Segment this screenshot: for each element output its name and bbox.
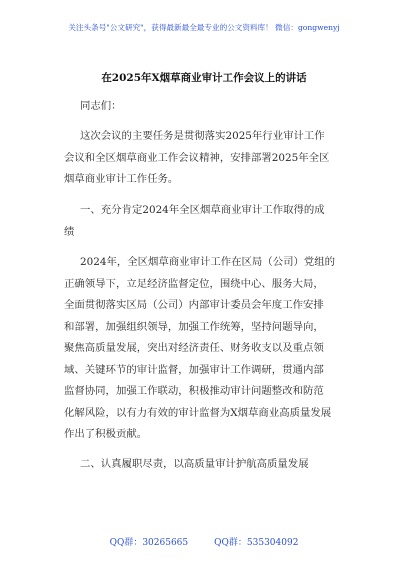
section2-heading xyxy=(80,454,309,476)
section1-body-line: 聚焦高质量发展，突出对经济责任、财务收支以及重点领 xyxy=(64,342,324,354)
intro-line: 会议和全区烟草商业工作会议精神，安排部署2025年全区 xyxy=(64,151,330,164)
section1-body xyxy=(64,252,335,446)
section1-heading-line: 一、充分肯定2024年全区烟草商业审计工作取得的成 xyxy=(80,204,325,216)
intro-line: 这次会议的主要任务是贯彻落实2025年行业审计工作 xyxy=(80,130,325,142)
section2-heading-line: 二、认真履职尽责，以高质量审计护航高质量发展 xyxy=(80,458,309,470)
section1-body-line: 监督协同，加强工作联动，积极推动审计问题整改和防范 xyxy=(64,385,324,397)
salutation xyxy=(80,96,122,118)
section1-heading xyxy=(64,200,325,243)
footer-qq-group-1: QQ群：30265665 xyxy=(109,538,189,548)
section1-body-line: 全面贯彻落实区局（公司）内部审计委员会年度工作安排 xyxy=(64,299,324,311)
intro-paragraph xyxy=(64,126,329,191)
intro-line: 烟草商业审计工作任务。 xyxy=(64,173,179,185)
footer-qq-group-2: QQ群：535304092 xyxy=(214,538,299,548)
salutation-text: 同志们： xyxy=(80,100,122,112)
section1-body-line: 2024年，全区烟草商业审计工作在区局（公司）党组的 xyxy=(80,256,336,268)
footer-contact xyxy=(0,535,408,548)
document-title: 在2025年X烟草商业审计工作会议上的讲话 xyxy=(101,72,307,84)
section1-body-line: 作出了积极贡献。 xyxy=(64,428,148,440)
section1-body-line: 正确领导下，立足经济监督定位，围绕中心、服务大局， xyxy=(64,277,324,290)
header-promo-note: 关注头条号"公文研究"，获得最新最全最专业的公文资料库！ 微信：gongwenyj xyxy=(68,23,340,32)
section1-body-line: 化解风险，以有力有效的审计监督为X烟草商业高质量发展 xyxy=(64,406,332,419)
section1-heading-line: 绩 xyxy=(64,225,75,238)
section1-body-line: 域、关键环节的审计监督，加强审计工作调研，贯通内部 xyxy=(64,363,324,376)
section1-body-line: 和部署，加强组织领导，加强工作统筹，坚持问题导向， xyxy=(64,320,324,333)
